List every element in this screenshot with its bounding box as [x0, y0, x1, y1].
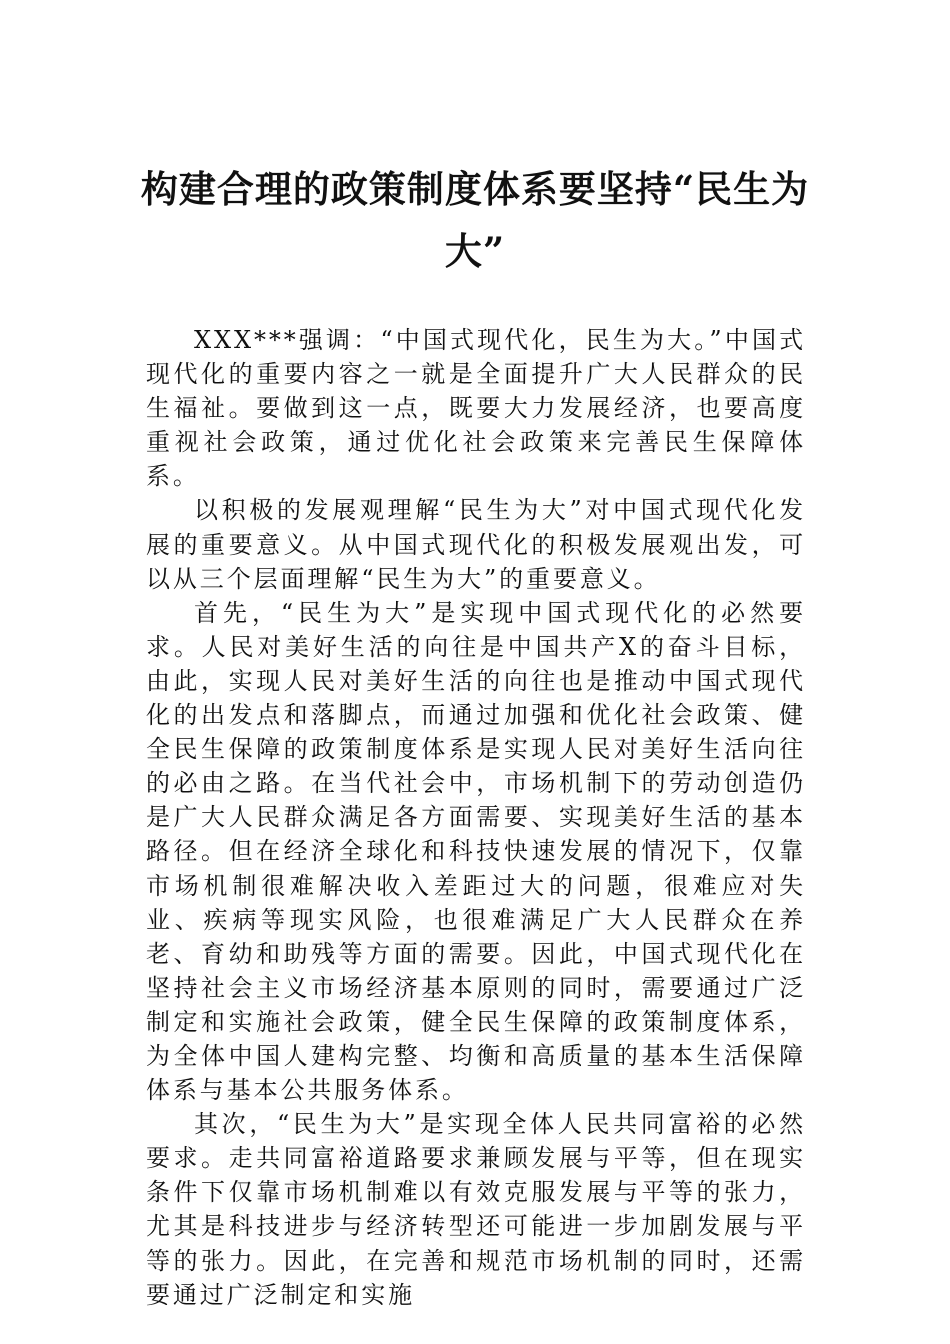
paragraph-2: 以积极的发展观理解“民生为大”对中国式现代化发展的重要意义。从中国式现代化的积极发展观出发，可以从三个层面理解“民生为大”的重要意义。	[146, 496, 806, 593]
paragraph-1: XXX***强调：“中国式现代化，民生为大。”中国式现代化的重要内容之一就是全面提升广大人民群众的民生福祉。要做到这一点，既要大力发展经济，也要高度重视社会政策，通过优化社会政策来完善民生保障体系。	[146, 326, 806, 491]
document-body	[146, 323, 806, 1312]
paragraph-3: 首先，“民生为大”是实现中国式现代化的必然要求。人民对美好生活的向往是中国共产X的奋斗目标，由此，实现人民对美好生活的向往也是推动中国式现代化的出发点和落脚点，而通过加强和优化社会政策、健全民生保障的政策制度体系是实现人民对美好生活向往的必由之路。在当代社会中，市场机制下的劳动创造仍是广大人民群众满足各方面需要、实现美好生活的基本路径。但在经济全球化和科技快速发展的情况下，仅靠市场机制很难解决收入差距过大的问题，很难应对失业、疾病等现实风险，也很难满足广大人民群众在养老、育幼和助残等方面的需要。因此，中国式现代化在坚持社会主义市场经济基本原则的同时，需要通过广泛制定和实施社会政策，健全民生保障的政策制度体系，为全体中国人建构完整、均衡和高质量的基本生活保障体系与基本公共服务体系。	[146, 598, 806, 1105]
paragraph-4: 其次，“民生为大”是实现全体人民共同富裕的必然要求。走共同富裕道路要求兼顾发展与平等，但在现实条件下仅靠市场机制难以有效克服发展与平等的张力，尤其是科技进步与经济转型还可能进一步加剧发展与平等的张力。因此，在完善和规范市场机制的同时，还需要通过广泛制定和实施	[146, 1110, 806, 1309]
document-title: 构建合理的政策制度体系要坚持“民生为大”	[140, 167, 810, 273]
